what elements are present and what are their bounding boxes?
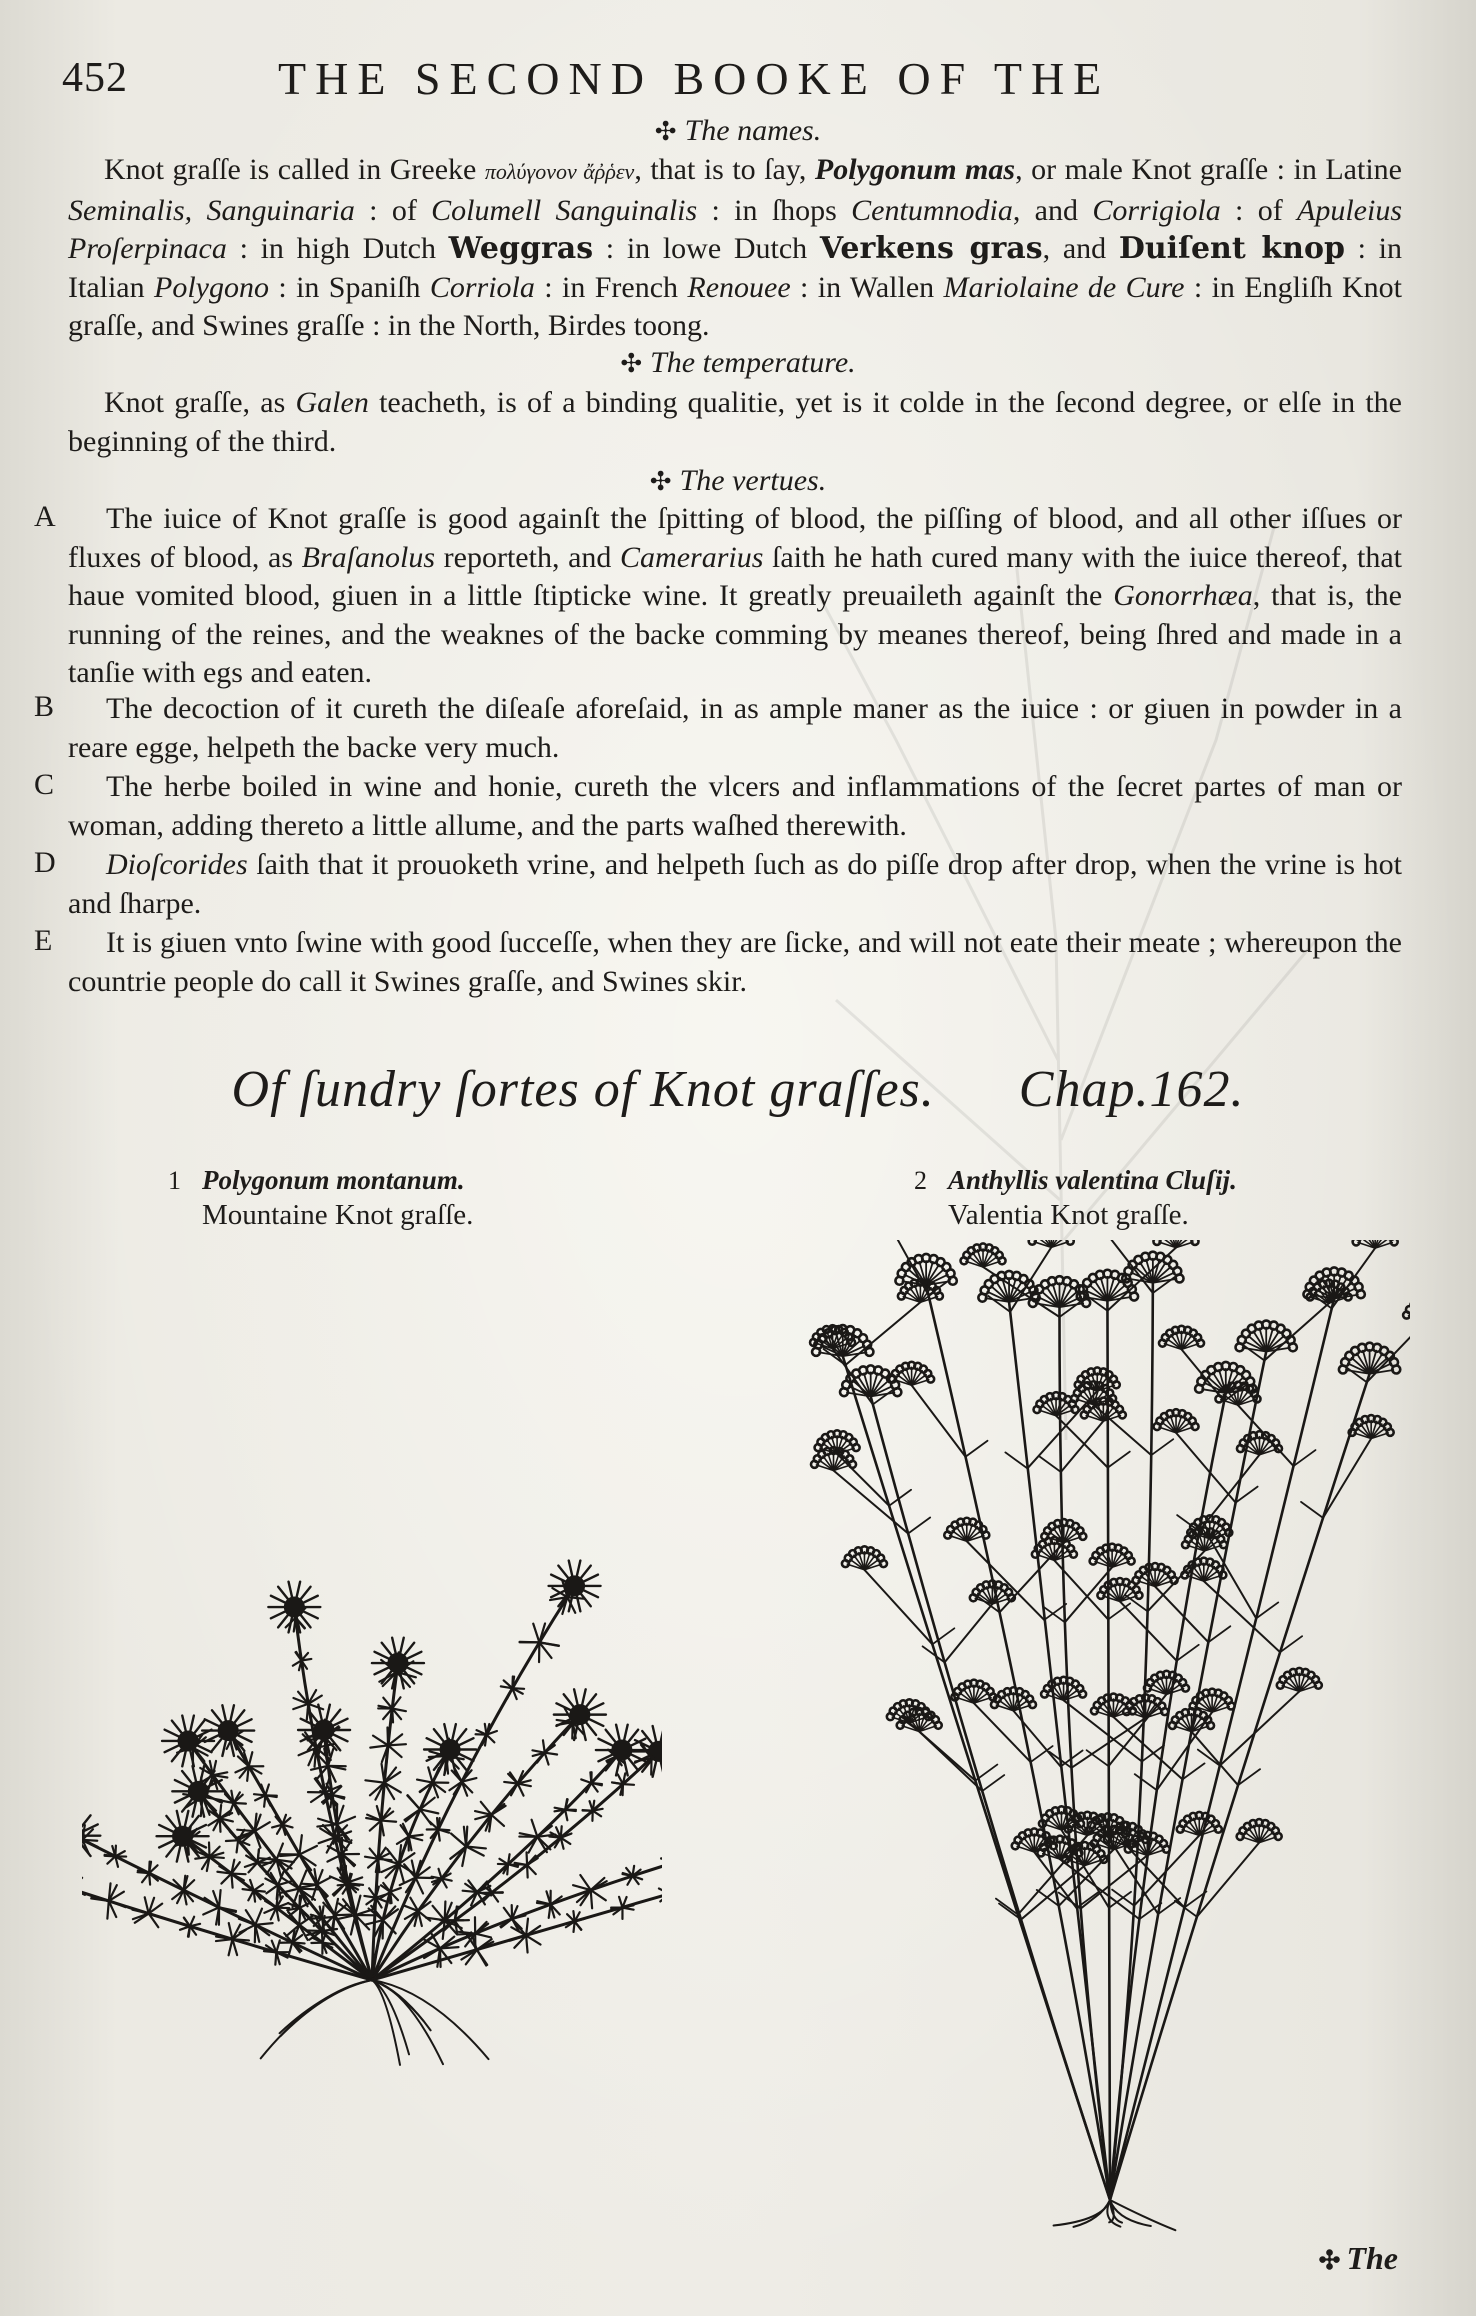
- vertue-paragraph: [68, 690, 1402, 767]
- section-heading-names: ✣ The names.: [654, 114, 822, 147]
- text-run: The iuice of Knot graſſe is good againſt the ſpitting of blood, the piſſing of blood, and all other iſſues or fluxes of blood, as: [68, 502, 1402, 574]
- blackletter-run: Weggras: [448, 231, 594, 266]
- text-run: : in French: [534, 270, 688, 304]
- running-head: THE SECOND BOOKE OF THE: [278, 53, 1111, 104]
- italic-run: Galen: [295, 386, 369, 419]
- names-paragraph: [68, 151, 1402, 346]
- figure-english-name: Mountaine Knot graſſe.: [202, 1199, 474, 1231]
- text-run: It is giuen vnto ſwine with good ſucceſſe, when they are ſicke, and will not eate their meate ; whereupon the countrie people do call it Swines graſſe, and Swines skir.: [68, 926, 1402, 998]
- figure-latin-name: Anthyllis valentina Cluſij.: [948, 1165, 1237, 1195]
- text-run: , and: [1042, 232, 1119, 265]
- text-run: : in ſhops: [697, 193, 852, 227]
- text-run: : of: [354, 193, 432, 227]
- italic-run: Apuleius Proſerpinaca: [68, 193, 1403, 265]
- figure-2-caption: [914, 1163, 1237, 1233]
- italic-run: Polygono: [154, 270, 269, 304]
- italic-run: Mariolaine de Cure: [943, 270, 1185, 304]
- italic-run: Centumnodia: [851, 193, 1013, 227]
- fleuron-icon: ✣: [620, 349, 643, 378]
- text-run: The herbe boiled in wine and honie, cureth the vlcers and inflammations of the ſecret partes of man or woman, adding thereto a little allume, and the parts waſhed therewith.: [68, 770, 1402, 842]
- text-run: , and: [1012, 193, 1093, 227]
- text-run: , that is, the running of the reines, and the weaknes of the backe comming by meanes thereof, being ſhred and made in a tanſie with egs and eaten.: [68, 579, 1402, 689]
- figure-number: 2: [914, 1166, 927, 1195]
- italic-run: Camerarius: [620, 540, 764, 574]
- vertue-paragraph: [68, 846, 1402, 923]
- figure-number: 1: [168, 1166, 181, 1195]
- italic-run: Corriola: [429, 270, 535, 304]
- italic-run: Columell Sanguinalis: [431, 193, 698, 227]
- text-run: , that is to ſay,: [634, 153, 815, 186]
- vertue-letter: B: [34, 690, 55, 723]
- greek-run: πολύγονον ἄῤῥεν: [484, 159, 635, 184]
- italic-run: Dioſcorides: [106, 848, 248, 881]
- blackletter-run: Verkens gras: [819, 231, 1043, 266]
- woodcut-mountaine-knot-grasse: [82, 1380, 662, 2070]
- text-run: , or male Knot graſſe : in Latine: [1015, 153, 1402, 186]
- bold-italic-run: Polygonum mas: [814, 153, 1016, 186]
- italic-run: Braſanolus: [301, 540, 436, 574]
- figure-latin-name: Polygonum montanum.: [202, 1165, 465, 1195]
- italic-run: Renouee: [687, 270, 791, 304]
- figure-english-name: Valentia Knot graſſe.: [948, 1199, 1189, 1231]
- text-run: : in Wallen: [790, 270, 944, 304]
- text-run: reporteth, and: [435, 540, 621, 574]
- page-number: 452: [62, 55, 128, 101]
- text-run: Knot graſſe, as: [104, 386, 296, 419]
- text-run: : in Engliſh Knot graſſe, and Swines graſſe : in the North, Birdes toong.: [68, 270, 1403, 342]
- fleuron-icon: ✣: [1318, 2246, 1341, 2275]
- fleuron-icon: ✣: [649, 467, 672, 496]
- section-heading-temperature: ✣ The temperature.: [620, 346, 856, 379]
- chapter-number: Chap.162.: [1018, 1061, 1245, 1118]
- section-heading-vertues: ✣ The vertues.: [649, 464, 827, 497]
- vertue-letter: A: [34, 500, 56, 533]
- catchword: ✣ The: [1318, 2240, 1398, 2276]
- text-run: ſaith that it prouoketh vrine, and helpeth ſuch as do piſſe drop after drop, when the vrine is hot and ſharpe.: [68, 848, 1402, 920]
- vertue-letter: E: [34, 924, 53, 957]
- text-run: The decoction of it cureth the diſeaſe aforeſaid, in as ample maner as the iuice : or giuen in powder in a reare egge, helpeth the backe very much.: [68, 692, 1402, 764]
- text-run: ſaith he hath cured many with the iuice thereof, that haue vomited blood, giuen in a little ſtipticke wine. It greatly preuaileth againſt the: [68, 540, 1402, 612]
- vertue-letter: D: [34, 846, 56, 879]
- vertue-paragraph: [68, 500, 1402, 693]
- vertue-paragraph: [68, 768, 1402, 845]
- running-header: [62, 48, 1422, 118]
- text-run: Knot graſſe is called in Greeke: [104, 153, 485, 186]
- italic-run: Corrigiola: [1092, 193, 1221, 227]
- italic-run: Seminalis, Sanguinaria: [68, 193, 355, 227]
- blackletter-run: Duiſent knop: [1118, 231, 1345, 266]
- vertue-letter: C: [34, 768, 55, 801]
- text-run: : in high Dutch: [226, 232, 449, 265]
- figure-1-caption: [168, 1163, 473, 1233]
- chapter-title: [0, 1060, 1476, 1119]
- woodcut-valentia-knot-grasse: [800, 1240, 1410, 2240]
- fleuron-icon: ✣: [654, 117, 677, 146]
- text-run: : of: [1220, 193, 1298, 227]
- vertue-paragraph: [68, 924, 1402, 1001]
- temperature-paragraph: [68, 384, 1402, 461]
- chapter-heading: Of ſundry ſortes of Knot graſſes.: [231, 1061, 935, 1118]
- text-run: : in Spaniſh: [269, 270, 430, 304]
- text-run: : in lowe Dutch: [593, 232, 820, 265]
- italic-run: Gonorrhæa: [1113, 579, 1253, 612]
- text-run: teacheth, is of a binding qualitie, yet is it colde in the ſecond degree, or elſe in the beginning of the third.: [68, 386, 1402, 458]
- text-run: : in Italian: [68, 232, 1402, 304]
